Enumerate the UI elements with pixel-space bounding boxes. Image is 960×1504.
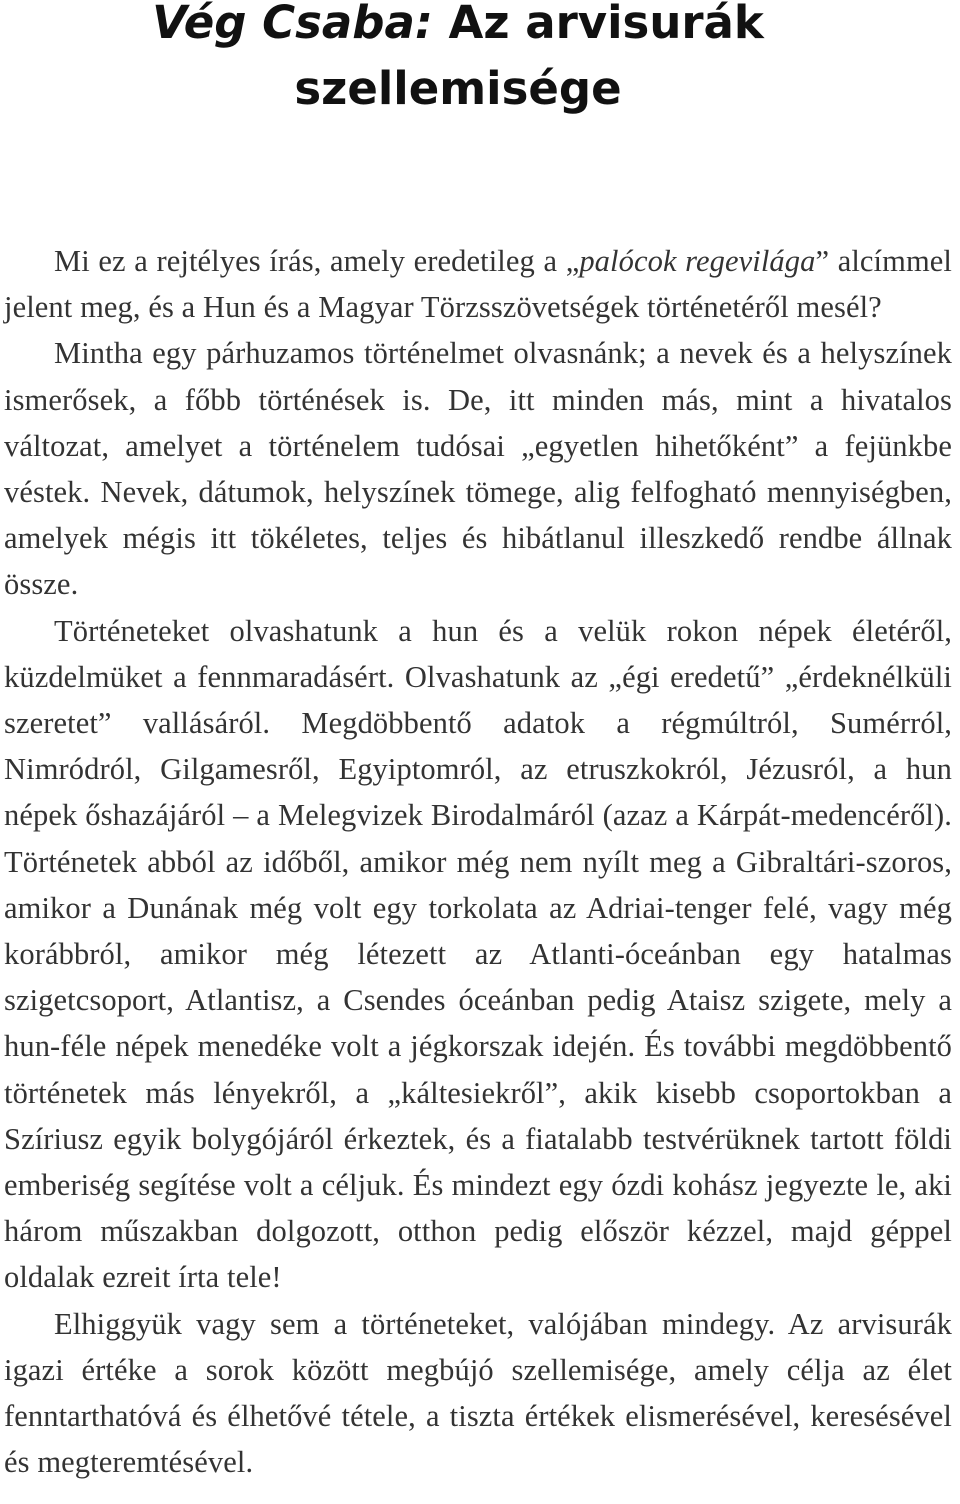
paragraph-1-text-b: ” alcímmel jelent meg, és a Hun és a Magyar Törzsszövetségek történetéről mesél? [4, 244, 952, 325]
paragraph-1-italic: palócok regevilága [579, 244, 816, 278]
paragraph-1-text-a: Mi ez a rejtélyes írás, amely eredetileg a „ [54, 244, 580, 278]
title-text: Az arvisurák szellemisége [294, 0, 764, 115]
paragraph-2: Mintha egy párhuzamos történelmet olvasnánk; a nevek és a helyszínek ismerősek, a főbb történések is. De, itt minden más, mint a hivatalos változat, amelyet a történelem tudósai „egyetlen hihetőként” a fejünkbe véstek. Nevek, dátumok, helyszínek tömege, alig felfogható mennyiségben, amelyek mégis itt tökéletes, teljes és hibátlanul illeszkedő rendbe állnak össze. [4, 336, 952, 602]
paragraph-3: Történeteket olvashatunk a hun és a velük rokon népek életéről, küzdelmüket a fennmaradásért. Olvashatunk az „égi eredetű” „érdeknélküli szeretet” vallásáról. Megdöbbentő adatok a régmúltról, Sumérról, Nimródról, Gilgamesről, Egyiptomról, az etruszkokról, Jézusról, a hun népek őshazájáról – a Melegvizek Birodalmáról (azaz a Kárpát-medencéről). Történetek abból az időből, amikor még nem nyílt meg a Gibraltári-szoros, amikor a Dunának még volt egy torkolata az Adriai-tenger felé, vagy még korábbról, amikor még létezett az Atlanti-óceánban egy hatalmas szigetcsoport, Atlantisz, a Csendes óceánban pedig Ataisz szigete, mely a hun-féle népek menedéke volt a jégkorszak idején. És további megdöbbentő történetek más lényekről, a „káltesiekről”, akik kisebb csoportokban a Szíriusz egyik bolygójáról érkeztek, és a fiatalabb testvérüknek tartott földi emberiség segítése volt a céljuk. És mindezt egy ózdi kohász jegyezte le, aki három műszakban dolgozott, otthon pedig először kézzel, majd géppel oldalak ezreit írta tele! [4, 613, 952, 1295]
page-title [4, 0, 952, 122]
paragraph-1 [4, 238, 952, 330]
paragraph-4: Elhiggyük vagy sem a történeteket, valójában mindegy. Az arvisurák igazi értéke a sorok között megbújó szellemisége, amely célja az élet fenntarthatóvá és élhetővé tétele, a tiszta értékek elismerésével, keresésével és megteremtésével. [4, 1306, 952, 1480]
title-author: Vég Csaba: [152, 0, 433, 49]
